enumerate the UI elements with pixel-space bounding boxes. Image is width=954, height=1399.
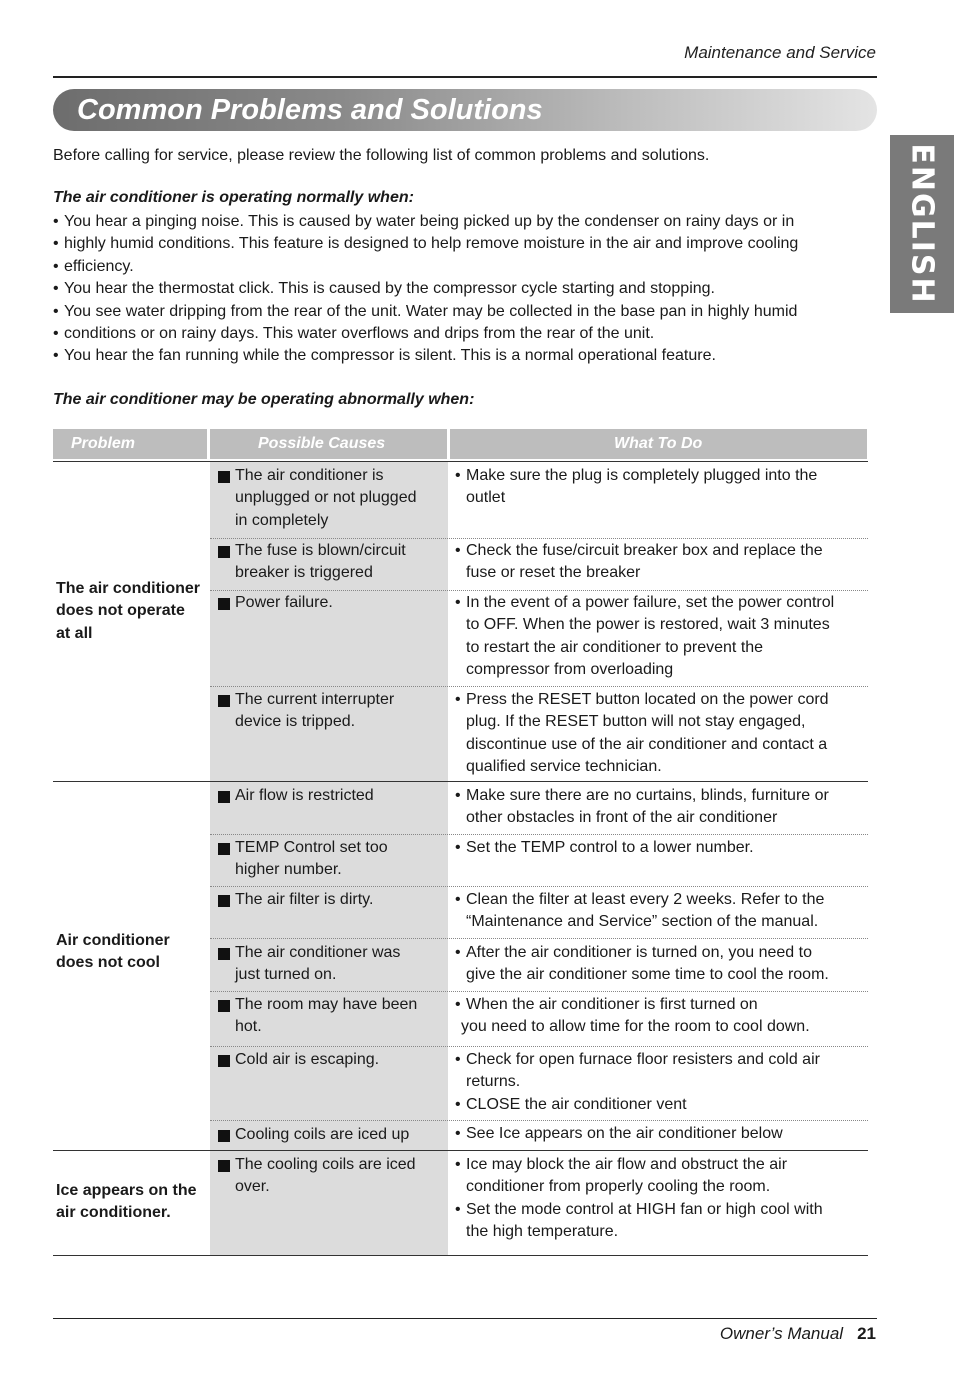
todo-cell: • After the air conditioner is turned on, you need to give the air conditioner some time to cool the room. bbox=[455, 942, 860, 987]
section-label: Maintenance and Service bbox=[684, 43, 876, 62]
todo-cell: • See Ice appears on the air conditioner below bbox=[455, 1123, 860, 1145]
todo-cell: • Press the RESET button located on the power cord plug. If the RESET button will not stay engaged, discontinue use of the air conditioner and contact a qualified service technician. bbox=[455, 689, 860, 779]
todo-cell: • When the air conditioner is first turned on you need to allow time for the room to cool down. bbox=[455, 994, 860, 1039]
header-rule bbox=[53, 76, 877, 78]
todo-cell: • Ice may block the air flow and obstruct the air conditioner from properly cooling the room. • Set the mode control at HIGH fan or high cool with the high temperature. bbox=[455, 1154, 860, 1244]
list-item-continued: • conditions or on rainy days. This water overflows and drips from the rear of the unit. bbox=[53, 323, 853, 345]
todo-cell: • Make sure the plug is completely plugged into the outlet bbox=[455, 465, 860, 510]
cause-cell: The air filter is dirty. bbox=[218, 889, 443, 911]
page-number: 21 bbox=[857, 1324, 876, 1343]
cause-cell: The fuse is blown/circuit breaker is triggered bbox=[218, 540, 443, 585]
row-divider bbox=[210, 991, 868, 992]
header-problem: Problem bbox=[53, 429, 207, 459]
cause-cell: Power failure. bbox=[218, 592, 443, 614]
cause-cell: The air conditioner is unplugged or not plugged in completely bbox=[218, 465, 443, 532]
todo-cell: • Check the fuse/circuit breaker box and replace the fuse or reset the breaker bbox=[455, 540, 860, 585]
header-what-to-do: What To Do bbox=[450, 429, 867, 459]
list-item: • You see water dripping from the rear of the unit. Water may be collected in the base pan in highly humid bbox=[53, 301, 853, 323]
problem-cell: Ice appears on the air conditioner. bbox=[56, 1182, 197, 1222]
cause-cell: The room may have been hot. bbox=[218, 994, 443, 1039]
cause-cell: The current interrupter device is tripped. bbox=[218, 689, 443, 734]
cause-cell: Air flow is restricted bbox=[218, 785, 443, 807]
footer-label: Owner’s Manual bbox=[719, 1324, 844, 1343]
list-item: • You hear a pinging noise. This is caused by water being picked up by the condenser on rainy days or in bbox=[53, 211, 853, 233]
table-rule bbox=[53, 1255, 868, 1256]
todo-cell: • Make sure there are no curtains, blinds, furniture or other obstacles in front of the air conditioner bbox=[455, 785, 860, 830]
cause-cell: Cold air is escaping. bbox=[218, 1049, 443, 1071]
cause-cell: The cooling coils are iced over. bbox=[218, 1154, 443, 1199]
row-divider bbox=[210, 886, 868, 887]
todo-cell: • Check for open furnace floor resisters and cold air returns. • CLOSE the air conditioner vent bbox=[455, 1049, 860, 1116]
row-divider bbox=[210, 538, 868, 539]
normal-heading: The air conditioner is operating normally when: bbox=[53, 189, 414, 206]
todo-cell: • Clean the filter at least every 2 weeks. Refer to the “Maintenance and Service” section of the manual. bbox=[455, 889, 860, 934]
footer bbox=[720, 1324, 876, 1344]
title-bar bbox=[53, 89, 877, 131]
cause-cell: TEMP Control set too higher number. bbox=[218, 837, 443, 882]
header-causes: Possible Causes bbox=[210, 429, 447, 459]
normal-list bbox=[53, 211, 853, 368]
row-divider bbox=[210, 1046, 868, 1047]
footer-rule bbox=[53, 1318, 877, 1319]
language-tab-label: ENGLISH bbox=[904, 143, 940, 305]
language-tab bbox=[890, 135, 954, 313]
row-divider bbox=[210, 590, 868, 591]
list-item-continued: • efficiency. bbox=[53, 256, 853, 278]
problem-cell: Air conditioner does not cool bbox=[56, 932, 170, 972]
row-divider bbox=[210, 1120, 868, 1121]
list-item-continued: • highly humid conditions. This feature is designed to help remove moisture in the air and improve cooling bbox=[53, 233, 853, 255]
table-rule bbox=[53, 1150, 868, 1151]
problem-cell: The air conditioner does not operate at all bbox=[56, 580, 201, 642]
abnormal-heading: The air conditioner may be operating abnormally when: bbox=[53, 391, 475, 408]
cause-cell: Cooling coils are iced up bbox=[218, 1124, 443, 1146]
intro-text: Before calling for service, please review the following list of common problems and solutions. bbox=[53, 147, 710, 164]
todo-cell: • In the event of a power failure, set the power control to OFF. When the power is restored, wait 3 minutes to restart the air conditioner to prevent the compressor from overloading bbox=[455, 592, 860, 682]
row-divider bbox=[210, 686, 868, 687]
page-title: Common Problems and Solutions bbox=[77, 94, 543, 126]
table-rule bbox=[53, 781, 868, 782]
list-item: • You hear the thermostat click. This is caused by the compressor cycle starting and stopping. bbox=[53, 278, 853, 300]
list-item: • You hear the fan running while the compressor is silent. This is a normal operational feature. bbox=[53, 345, 853, 367]
todo-cell: • Set the TEMP control to a lower number. bbox=[455, 837, 860, 859]
table-rule bbox=[53, 461, 868, 462]
cause-cell: The air conditioner was just turned on. bbox=[218, 942, 443, 987]
row-divider bbox=[210, 938, 868, 939]
row-divider bbox=[210, 834, 868, 835]
